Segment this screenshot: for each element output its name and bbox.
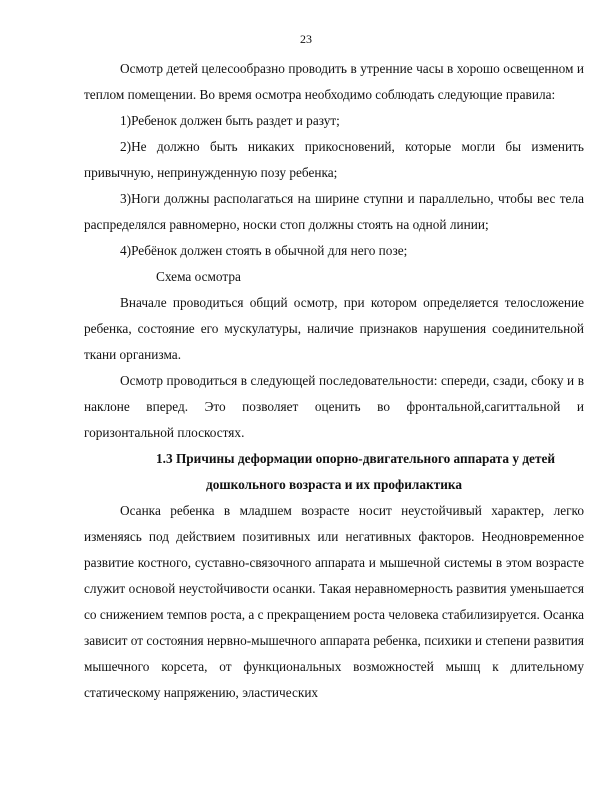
section-heading: 1.3 Причины деформации опорно-двигательного аппарата у детей xyxy=(156,451,556,466)
paragraph-exam-sequence: Осмотр проводиться в следующей последовательности: спереди, сзади, сбоку и в наклоне вперед. Это позволяет оценить во фронтальной,сагиттальной и горизонтальной плоскостях. xyxy=(84,373,584,440)
paragraph-general-exam: Вначале проводиться общий осмотр, при котором определяется телосложение ребенка, состояние его мускулатуры, наличие признаков нарушения соединительной ткани организма. xyxy=(84,295,584,362)
rule-item-3: 3)Ноги должны располагаться на ширине ступни и параллельно, чтобы вес тела распределялся равномерно, носки стоп должны стоять на одной линии; xyxy=(84,191,584,232)
rule-item-2: 2)Не должно быть никаких прикосновений, которые могли бы изменить привычную, непринужденную позу ребенка; xyxy=(84,139,584,180)
examination-scheme-title: Схема осмотра xyxy=(156,269,241,284)
rule-item-4: 4)Ребёнок должен стоять в обычной для него позе; xyxy=(120,243,408,258)
rule-item-1: 1)Ребенок должен быть раздет и разут; xyxy=(120,113,340,128)
paragraph-intro: Осмотр детей целесообразно проводить в утренние часы в хорошо освещенном и теплом помещении. Во время осмотра необходимо соблюдать следующие правила: xyxy=(84,61,584,102)
section-heading-continued: дошкольного возраста и их профилактика xyxy=(206,477,462,492)
page-number: 23 xyxy=(300,32,312,46)
page-body xyxy=(84,56,584,706)
paragraph-posture: Осанка ребенка в младшем возрасте носит неустойчивый характер, легко изменяясь под действием позитивных или негативных факторов. Неодновременное развитие костного, суставно-связочного аппарата и мышечной системы в этом возрасте служит основой неустойчивости осанки. Такая неравномерность развития уменьшается со снижением темпов роста, а с прекращением роста человека стабилизируется. Осанка зависит от состояния нервно-мышечного аппарата ребенка, психики и степени развития мышечного корсета, от функциональных возможностей мышц к длительному статическому напряжению, эластических xyxy=(84,503,584,700)
